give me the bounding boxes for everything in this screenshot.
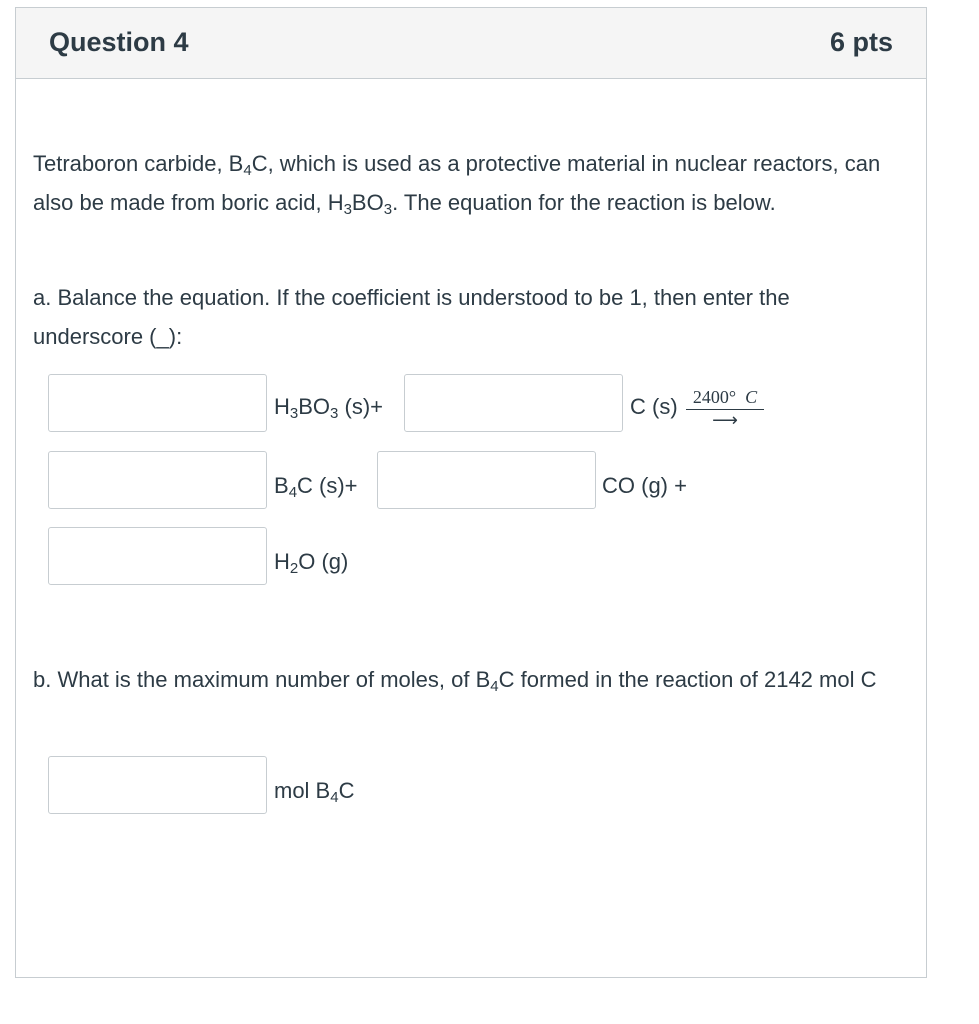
coefficient-input-h2o[interactable] bbox=[48, 527, 267, 585]
h3bo3-label: $H_3BO_3$ (s)+ bbox=[274, 394, 383, 422]
question-title: Question 4 bbox=[49, 27, 189, 57]
moles-b4c-input[interactable] bbox=[48, 756, 267, 814]
coefficient-input-co[interactable] bbox=[377, 451, 596, 509]
question-points: 6 pts bbox=[829, 27, 893, 57]
coefficient-input-h3bo3[interactable] bbox=[48, 374, 267, 432]
right-arrow-icon: ⟶ bbox=[712, 410, 738, 431]
reaction-arrow bbox=[686, 387, 764, 437]
coefficient-input-carbon[interactable] bbox=[404, 374, 623, 432]
question-intro: Tetraboron carbide, $B_4C$, which is used as a protective material in nuclear reactors, can also be made from boric acid, $H_3BO_3$. The equation for the reaction is below. bbox=[33, 151, 881, 218]
moles-unit-label: mol $B_4C$ bbox=[274, 778, 355, 806]
part-a-instructions: a. Balance the equation. If the coefficient is understood to be 1, then enter the underscore (_): bbox=[33, 285, 790, 349]
b4c-label: $B_4C$ (s)+ bbox=[274, 473, 358, 501]
coefficient-input-b4c[interactable] bbox=[48, 451, 267, 509]
co-label: CO (g) + bbox=[602, 473, 687, 498]
question-header bbox=[16, 8, 926, 79]
reaction-condition: 2400° C bbox=[686, 387, 764, 410]
h2o-label: $H_2O$ (g) bbox=[274, 549, 349, 577]
part-b-question: b. What is the maximum number of moles, of $B_4C$ formed in the reaction of 2142 mol C bbox=[33, 667, 877, 695]
carbon-label: C (s) bbox=[630, 394, 678, 419]
